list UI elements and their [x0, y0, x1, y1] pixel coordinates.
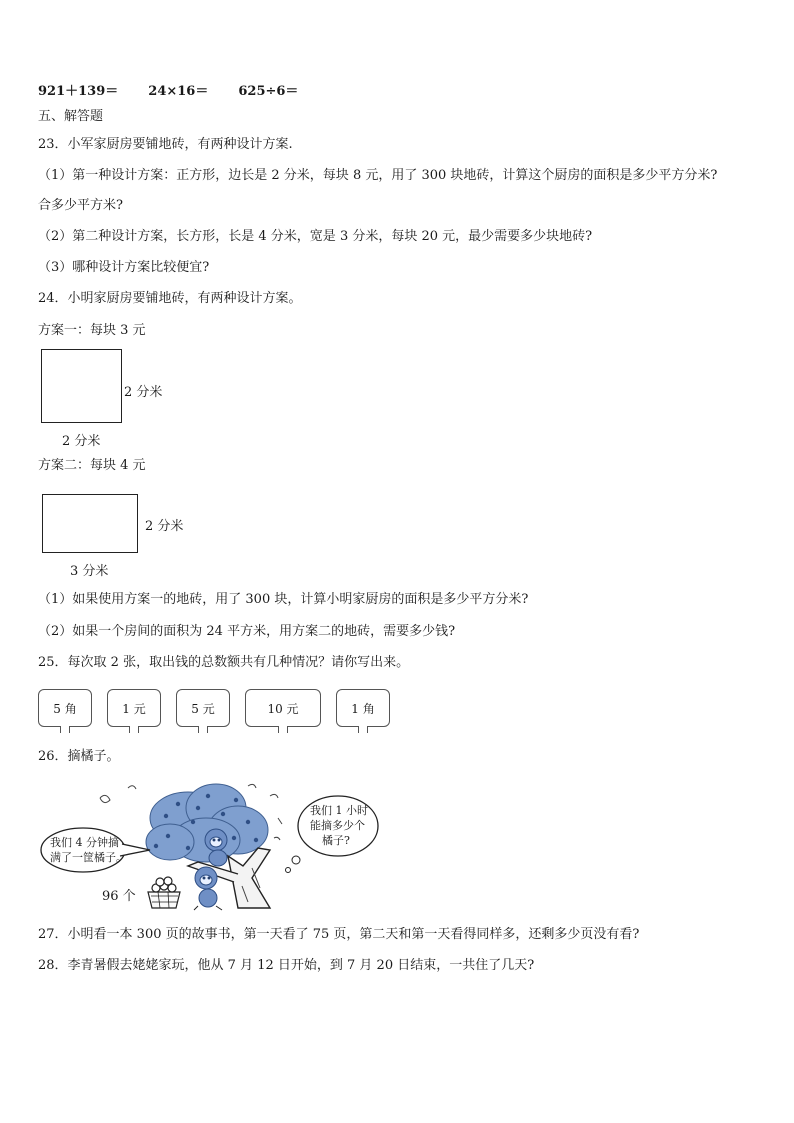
q25-stem: 25．每次取 2 张，取出钱的总数额共有几种情况？请你写出来。	[38, 655, 410, 670]
money-note-label: 10 元	[267, 701, 299, 716]
right-bubble-line3: 橘子?	[322, 834, 350, 847]
money-note-1jiao	[336, 689, 390, 727]
q24-plan1-label: 方案一：每块 3 元	[38, 323, 146, 338]
orange-picking-illustration	[38, 778, 418, 914]
right-bubble-line2: 能摘多少个	[310, 819, 365, 832]
left-speech-bubble	[41, 828, 125, 872]
q23-part1: （1）第一种设计方案：正方形，边长是 2 分米，每块 8 元，用了 300 块地砖，计算这个厨房的面积是多少平方分米?	[38, 168, 718, 183]
plan2-bottom-label: 3 分米	[70, 564, 109, 579]
left-bubble-line1: 我们 4 分钟摘	[50, 836, 119, 849]
q24-plan2-label: 方案二：每块 4 元	[38, 458, 146, 473]
q24-part2: （2）如果一个房间的面积为 24 平方米，用方案二的地砖，需要多少钱?	[38, 624, 456, 639]
money-note-1yuan	[107, 689, 161, 727]
section-title: 五、解答题	[38, 109, 104, 124]
money-note-label: 5 角	[53, 701, 77, 716]
money-note-label: 1 元	[122, 701, 146, 716]
q28-text: 28．李青暑假去姥姥家玩，他从 7 月 12 日开始，到 7 月 20 日结束，一共住了几天?	[38, 958, 535, 973]
plan2-rect-tile	[42, 494, 138, 553]
q24-stem: 24．小明家厨房要铺地砖，有两种设计方案。	[38, 291, 302, 306]
money-note-label: 5 元	[191, 701, 215, 716]
q23-part1-cont: 合多少平方米?	[38, 198, 123, 213]
money-note-label: 1 角	[351, 701, 375, 716]
basket-of-oranges	[148, 877, 180, 908]
q26-stem: 26．摘橘子。	[38, 749, 120, 764]
q23-part3: （3）哪种设计方案比较便宜?	[38, 260, 210, 275]
right-bubble-line1: 我们 1 小时	[310, 804, 368, 817]
calc-item-1: 921＋139＝	[38, 84, 119, 99]
calc-item-2: 24×16＝	[148, 84, 209, 99]
plan2-side-label: 2 分米	[145, 519, 184, 534]
basket-count-label: 96 个	[102, 889, 136, 904]
q23-part2: （2）第二种设计方案，长方形，长是 4 分米，宽是 3 分米，每块 20 元，最少需要多少块地砖?	[38, 229, 593, 244]
q24-part1: （1）如果使用方案一的地砖，用了 300 块，计算小明家厨房的面积是多少平方分米?	[38, 592, 529, 607]
q27-text: 27．小明看一本 300 页的故事书，第一天看了 75 页，第二天和第一天看得同样多，还剩多少页没有看?	[38, 927, 640, 942]
left-bubble-line2: 满了一筐橘子。	[50, 851, 127, 864]
plan1-bottom-label: 2 分米	[62, 434, 101, 449]
money-note-10yuan	[245, 689, 321, 727]
money-note-5jiao	[38, 689, 92, 727]
calc-item-3: 625÷6＝	[238, 84, 299, 99]
plan1-side-label: 2 分米	[124, 385, 163, 400]
plan1-square-tile	[41, 349, 122, 423]
q23-stem: 23．小军家厨房要铺地砖，有两种设计方案.	[38, 137, 293, 152]
calc-row	[38, 83, 298, 101]
money-note-5yuan	[176, 689, 230, 727]
